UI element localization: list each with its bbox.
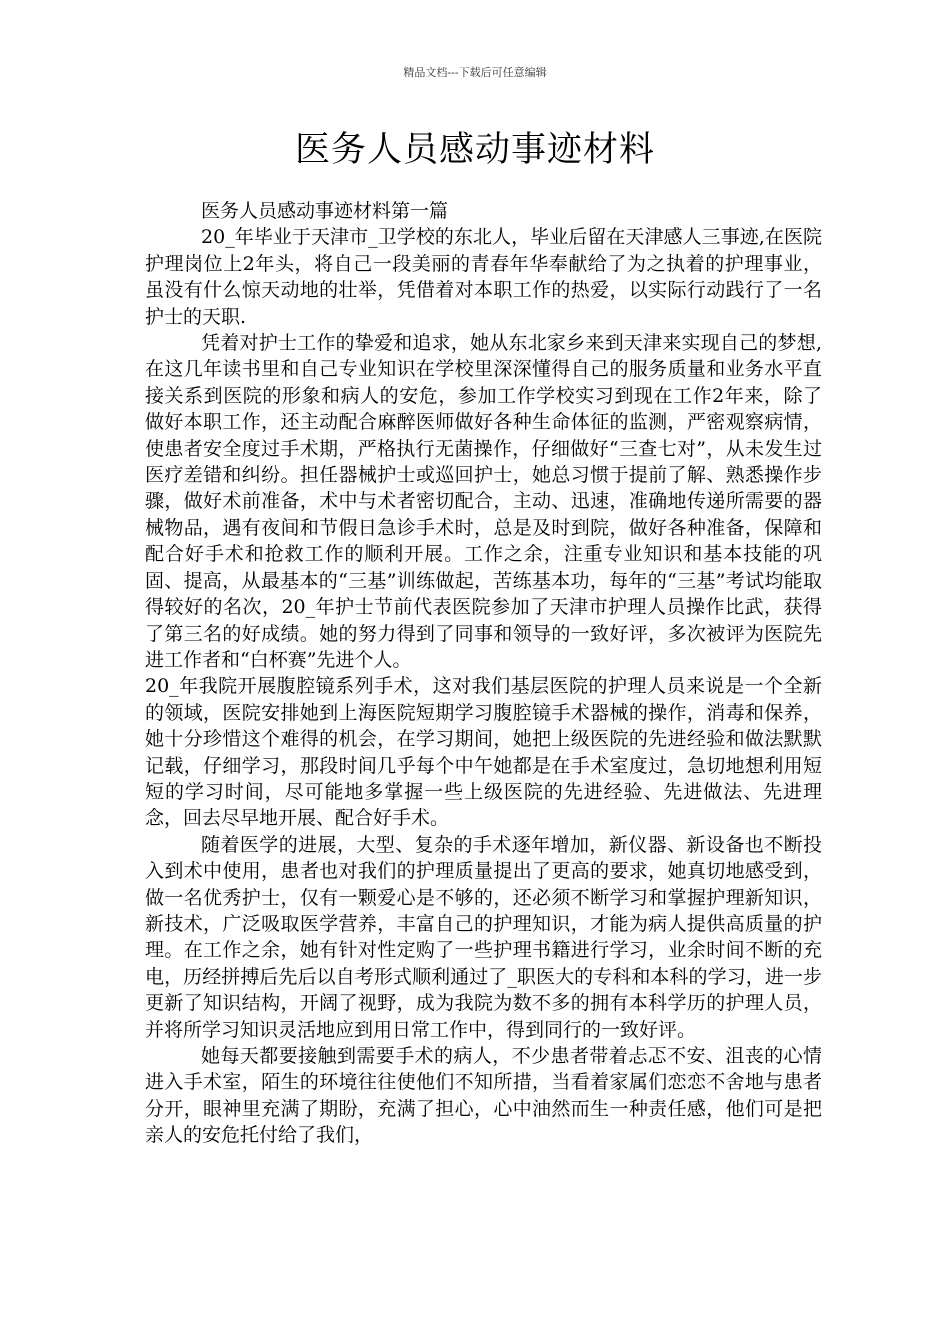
paragraph-3: 20_年我院开展腹腔镜系列手术，这对我们基层医院的护理人员来说是一个全新的领域，医院安排她到上海医院短期学习腹腔镜手术器械的操作，消毒和保养，她十分珍惜这个难得的机会，在学习期间，她把上级医院的先进经验和做法默默记载，仔细学习，那段时间几乎每个中午她都是在手术室度过，急切地想利用短短的学习时间，尽可能地多掌握一些上级医院的先进经验、先进做法、先进理念，回去尽早地开展、配合好手术。: [145, 675, 822, 830]
header-note: 精品文档---下载后可任意编辑: [403, 66, 547, 79]
section-heading: 医务人员感动事迹材料第一篇: [201, 200, 449, 222]
paragraph-1: 20_年毕业于天津市_卫学校的东北人，毕业后留在天津感人三事迹,在医院护理岗位上2年头，将自己一段美丽的青春年华奉献给了为之执着的护理事业，虽没有什么惊天动地的壮举，凭借着对本职工作的热爱，以实际行动践行了一名护士的天职.: [145, 226, 822, 328]
document-body: [145, 198, 822, 1149]
document-title: 医务人员感动事迹材料: [294, 130, 655, 170]
paragraph-5: 她每天都要接触到需要手术的病人，不少患者带着忐忑不安、沮丧的心情进入手术室，陌生的环境往往使他们不知所措，当看着家属们恋恋不舍地与患者分开，眼神里充满了期盼，充满了担心，心中油然而生一种责任感，他们可是把亲人的安危托付给了我们，: [145, 1045, 822, 1147]
paragraph-2: 凭着对护士工作的挚爱和追求，她从东北家乡来到天津来实现自己的梦想,在这几年读书里和自己专业知识在学校里深深懂得自己的服务质量和业务水平直接关系到医院的形象和病人的安危，参加工作学校实习到现在工作2年来，除了做好本职工作，还主动配合麻醉医师做好各种生命体征的监测，严密观察病情，使患者安全度过手术期，严格执行无菌操作，仔细做好“三查七对”，从未发生过医疗差错和纠纷。担任器械护士或巡回护士，她总习惯于提前了解、熟悉操作步骤，做好术前准备，术中与术者密切配合，主动、迅速，准确地传递所需要的器械物品，遇有夜间和节假日急诊手术时，总是及时到院，做好各种准备，保障和配合好手术和抢救工作的顺利开展。工作之余，注重专业知识和基本技能的巩固、提高，从最基本的“三基”训练做起，苦练基本功，每年的“三基”考试均能取得较好的名次，20_年护士节前代表医院参加了天津市护理人员操作比武，获得了第三名的好成绩。她的努力得到了同事和领导的一致好评，多次被评为医院先进工作者和“白杯赛”先进个人。: [145, 332, 822, 671]
paragraph-4: 随着医学的进展，大型、复杂的手术逐年增加，新仪器、新设备也不断投入到术中使用，患者也对我们的护理质量提出了更高的要求，她真切地感受到，做一名优秀护士，仅有一颗爱心是不够的，还必须不断学习和掌握护理新知识，新技术，广泛吸取医学营养，丰富自己的护理知识，才能为病人提供高质量的护理。在工作之余，她有针对性定购了一些护理书籍进行学习，业余时间不断的充电，历经拼搏后先后以自考形式顺利通过了_职医大的专科和本科的学习，进一步更新了知识结构，开阔了视野，成为我院为数不多的拥有本科学历的护理人员，并将所学习知识灵活地应到用日常工作中，得到同行的一致好评。: [145, 833, 822, 1041]
